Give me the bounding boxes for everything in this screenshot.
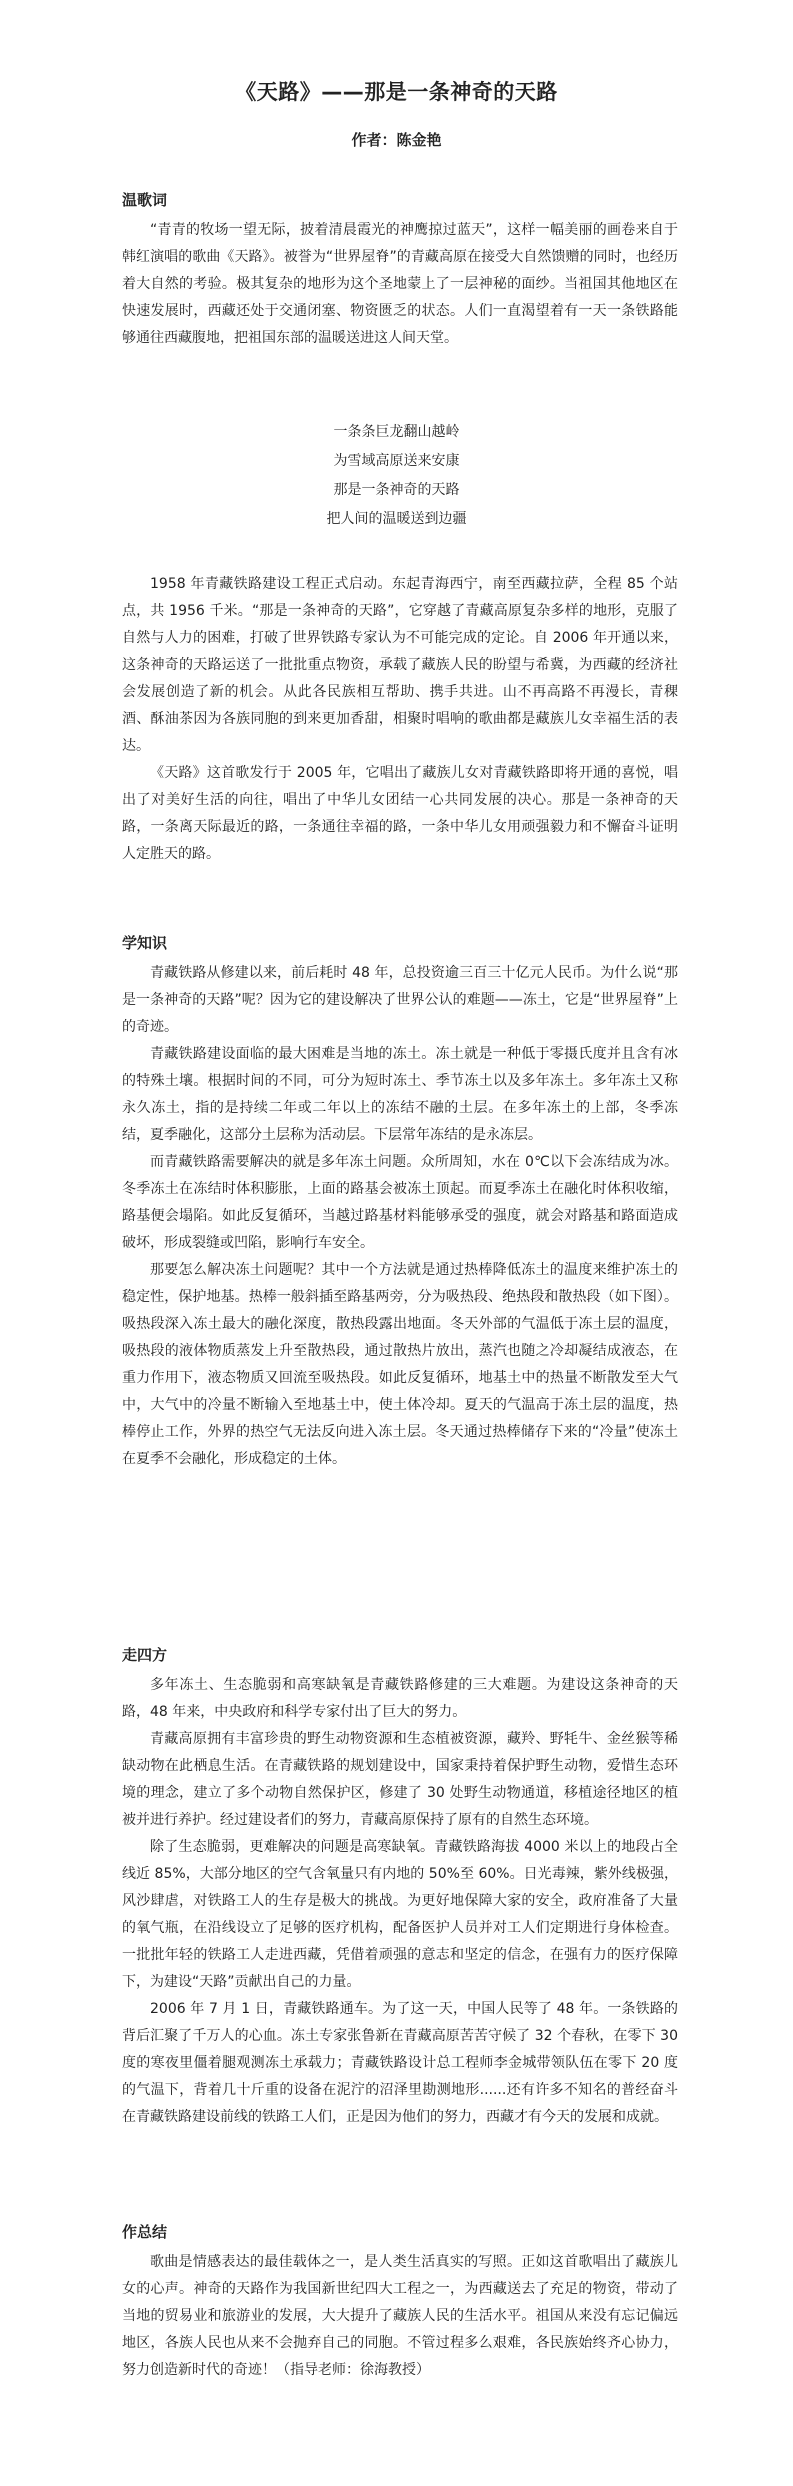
paragraph: 《天路》这首歌发行于 2005 年，它唱出了藏族儿女对青藏铁路即将开通的喜悦，唱出了对美好生活的向往，唱出了中华儿女团结一心共同发展的决心。那是一条神奇的天路，一条离天际最近的路，一条通往幸福的路，一条中华儿女用顽强毅力和不懈奋斗证明人定胜天的路。 <box>122 765 678 862</box>
paragraph: 青藏高原拥有丰富珍贵的野生动物资源和生态植被资源，藏羚、野牦牛、金丝猴等稀缺动物在此栖息生活。在青藏铁路的规划建设中，国家秉持着保护野生动物，爱惜生态环境的理念，建立了多个动物自然保护区，修建了 30 处野生动物通道，移植途径地区的植被并进行养护。经过建设者们的努力，青藏高原保持了原有的自然生态环境。 <box>122 1731 678 1828</box>
poem-line: 为雪域高原送来安康 <box>333 453 460 469</box>
section-heading: 学知识 <box>122 934 168 952</box>
section-heading: 走四方 <box>122 1646 168 1664</box>
section-knowledge <box>122 932 678 1473</box>
section-heading: 作总结 <box>122 2223 168 2241</box>
paragraph: 青藏铁路从修建以来，前后耗时 48 年，总投资逾三百三十亿元人民币。为什么说“那是一条神奇的天路”呢？因为它的建设解决了世界公认的难题——冻土，它是“世界屋脊”上的奇迹。 <box>122 965 678 1035</box>
poem-line: 一条条巨龙翻山越岭 <box>333 424 460 440</box>
article-author: 作者：陈金艳 <box>351 131 442 149</box>
paragraph: 2006 年 7 月 1 日，青藏铁路通车。为了这一天，中国人民等了 48 年。一条铁路的背后汇聚了千万人的心血。冻土专家张鲁新在青藏高原苦苦守候了 32 个春秋，在零下 30 度的寒夜里僵着腿观测冻土承载力；青藏铁路设计总工程师李金城带领队伍在零下 20 度的气温下，背着几十斤重的设备在泥泞的沼泽里勘测地形......还有许多不知名的普经奋斗在青藏铁路建设前线的铁路工人们，正是因为他们的努力，西藏才有今天的发展和成就。 <box>122 2001 678 2125</box>
section-lyrics <box>122 189 678 352</box>
section-lyrics-continued <box>122 571 678 868</box>
section-four-sides <box>122 1644 678 2131</box>
paragraph: 青藏铁路建设面临的最大困难是当地的冻土。冻土就是一种低于零摄氏度并且含有冰的特殊土壤。根据时间的不同，可分为短时冻土、季节冻土以及多年冻土。多年冻土又称永久冻土，指的是持续二年或二年以上的冻结不融的土层。在多年冻土的上部，冬季冻结，夏季融化，这部分土层称为活动层。下层常年冻结的是永冻层。 <box>122 1046 678 1143</box>
paragraph: 除了生态脆弱，更难解决的问题是高寒缺氧。青藏铁路海拔 4000 米以上的地段占全线近 85%，大部分地区的空气含氧量只有内地的 50%至 60%。日光毒辣，紫外线极强，风沙肆虐，对铁路工人的生存是极大的挑战。为更好地保障大家的安全，政府准备了大量的氧气瓶，在沿线设立了足够的医疗机构，配备医护人员并对工人们定期进行身体检查。一批批年轻的铁路工人走进西藏，凭借着顽强的意志和坚定的信念，在强有力的医疗保障下，为建设“天路”贡献出自己的力量。 <box>122 1839 678 1990</box>
paragraph: 那要怎么解决冻土问题呢？其中一个方法就是通过热棒降低冻土的温度来维护冻土的稳定性，保护地基。热棒一般斜插至路基两旁，分为吸热段、绝热段和散热段（如下图）。吸热段深入冻土最大的融化深度，散热段露出地面。冬天外部的气温低于冻土层的温度，吸热段的液体物质蒸发上升至散热段，通过散热片放出，蒸汽也随之冷却凝结成液态，在重力作用下，液态物质又回流至吸热段。如此反复循环，地基土中的热量不断散发至大气中，大气中的冷量不断输入至地基土中，使土体冷却。夏天的气温高于冻土层的温度，热棒停止工作，外界的热空气无法反向进入冻土层。冬天通过热棒储存下来的“冷量”使冻土在夏季不会融化，形成稳定的土体。 <box>122 1262 678 1467</box>
paragraph: 1958 年青藏铁路建设工程正式启动。东起青海西宁，南至西藏拉萨，全程 85 个站点，共 1956 千米。“那是一条神奇的天路”，它穿越了青藏高原复杂多样的地形，克服了自然与人力的困难，打破了世界铁路专家认为不可能完成的定论。自 2006 年开通以来，这条神奇的天路运送了一批批重点物资，承载了藏族人民的盼望与希冀，为西藏的经济社会发展创造了新的机会。从此各民族相互帮助、携手共进。山不再高路不再漫长，青稞酒、酥油茶因为各族同胞的到来更加香甜，相聚时唱响的歌曲都是藏族儿女幸福生活的表达。 <box>122 576 678 754</box>
paragraph: “青青的牧场一望无际，披着清晨霞光的神鹰掠过蓝天”，这样一幅美丽的画卷来自于韩红演唱的歌曲《天路》。被誉为“世界屋脊”的青藏高原在接受大自然馈赠的同时，也经历着大自然的考验。极其复杂的地形为这个圣地蒙上了一层神秘的面纱。当祖国其他地区在快速发展时，西藏还处于交通闭塞、物资匮乏的状态。人们一直渴望着有一天一条铁路能够通往西藏腹地，把祖国东部的温暖送进这人间天堂。 <box>122 222 678 346</box>
section-summary <box>122 2221 678 2384</box>
section-heading: 温歌词 <box>122 191 168 209</box>
poem-line: 把人间的温暖送到边疆 <box>326 511 467 527</box>
poem-block <box>0 418 793 534</box>
paragraph: 而青藏铁路需要解决的就是多年冻土问题。众所周知，水在 0℃以下会冻结成为冰。冬季冻土在冻结时体积膨胀，上面的路基会被冻土顶起。而夏季冻土在融化时体积收缩，路基便会塌陷。如此反复循环，当越过路基材料能够承受的强度，就会对路基和路面造成破坏，形成裂缝或凹陷，影响行车安全。 <box>122 1154 678 1251</box>
poem-line: 那是一条神奇的天路 <box>333 482 460 498</box>
paragraph: 多年冻土、生态脆弱和高寒缺氧是青藏铁路修建的三大难题。为建设这条神奇的天路，48 年来，中央政府和科学专家付出了巨大的努力。 <box>122 1677 678 1720</box>
paragraph: 歌曲是情感表达的最佳载体之一，是人类生活真实的写照。正如这首歌唱出了藏族儿女的心声。神奇的天路作为我国新世纪四大工程之一，为西藏送去了充足的物资，带动了当地的贸易业和旅游业的发展，大大提升了藏族人民的生活水平。祖国从来没有忘记偏远地区，各族人民也从来不会抛弃自己的同胞。不管过程多么艰难，各民族始终齐心协力，努力创造新时代的奇迹！（指导老师：徐海教授） <box>122 2254 678 2378</box>
article-title: 《天路》——那是一条神奇的天路 <box>235 80 558 104</box>
